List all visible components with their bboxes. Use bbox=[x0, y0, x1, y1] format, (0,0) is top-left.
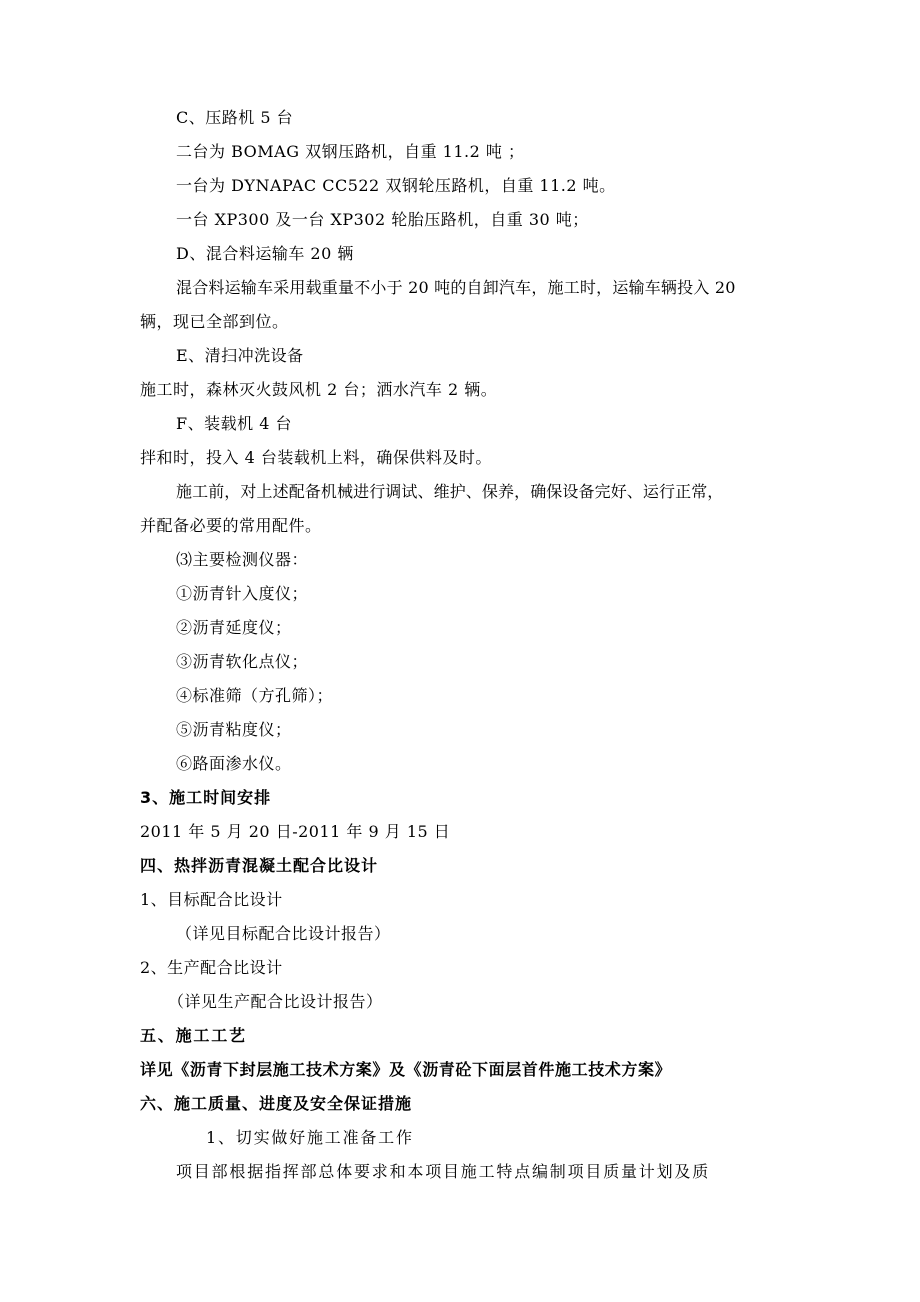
target-mix-design-heading: 1、目标配合比设计 bbox=[140, 890, 283, 909]
pre-construction-paragraph-line2: 并配备必要的常用配件。 bbox=[140, 516, 322, 535]
schedule-date-range: 2011 年 5 月 20 日-2011 年 9 月 15 日 bbox=[140, 822, 451, 841]
instrument-item: ③沥青软化点仪； bbox=[176, 652, 309, 671]
instrument-item: ②沥青延度仪； bbox=[176, 618, 292, 637]
process-reference-line: 详见《沥青下封层施工技术方案》及《沥青砼下面层首件施工技术方案》 bbox=[140, 1060, 672, 1079]
dynapac-roller-line: 一台为 DYNAPAC CC522 双钢轮压路机，自重 11.2 吨。 bbox=[176, 176, 616, 195]
project-department-paragraph-line1: 项目部根据指挥部总体要求和本项目施工特点编制项目质量计划及质 bbox=[176, 1162, 711, 1181]
cleaning-equipment-heading: E、清扫冲洗设备 bbox=[176, 346, 304, 365]
roller-heading: C、压路机 5 台 bbox=[176, 108, 294, 127]
bomag-roller-line: 二台为 BOMAG 双钢压路机，自重 11.2 吨 ； bbox=[176, 142, 525, 161]
transport-truck-paragraph-line1: 混合料运输车采用载重量不小于 20 吨的自卸汽车，施工时，运输车辆投入 20 bbox=[176, 278, 736, 297]
loader-heading: F、装载机 4 台 bbox=[176, 414, 292, 433]
production-mix-design-heading: 2、生产配合比设计 bbox=[140, 958, 283, 977]
tire-roller-line: 一台 XP300 及一台 XP302 轮胎压路机，自重 30 吨； bbox=[176, 210, 589, 229]
section-heading-quality-measures: 六、施工质量、进度及安全保证措施 bbox=[140, 1094, 413, 1113]
instrument-item: ⑤沥青粘度仪； bbox=[176, 720, 292, 739]
testing-instruments-heading: ⑶主要检测仪器： bbox=[176, 550, 309, 569]
instrument-item: ④标准筛（方孔筛）； bbox=[176, 686, 334, 705]
preparation-work-heading: 1、切实做好施工准备工作 bbox=[206, 1128, 414, 1147]
cleaning-equipment-line: 施工时，森林灭火鼓风机 2 台；洒水汽车 2 辆。 bbox=[140, 380, 498, 399]
instrument-item: ⑥路面渗水仪。 bbox=[176, 754, 292, 773]
pre-construction-paragraph-line1: 施工前，对上述配备机械进行调试、维护、保养，确保设备完好、运行正常， bbox=[176, 482, 724, 501]
target-mix-design-note: （详见目标配合比设计报告） bbox=[176, 924, 391, 943]
section-heading-mix-design: 四、热拌沥青混凝土配合比设计 bbox=[140, 856, 379, 875]
loader-line: 拌和时，投入 4 台装载机上料，确保供料及时。 bbox=[140, 448, 492, 467]
production-mix-design-note: （详见生产配合比设计报告） bbox=[168, 992, 383, 1011]
instrument-item: ①沥青针入度仪； bbox=[176, 584, 309, 603]
transport-truck-heading: D、混合料运输车 20 辆 bbox=[176, 244, 354, 263]
transport-truck-paragraph-line2: 辆，现已全部到位。 bbox=[140, 312, 289, 331]
section-heading-schedule: 3、施工时间安排 bbox=[140, 788, 272, 807]
section-heading-process: 五、施工工艺 bbox=[140, 1026, 247, 1045]
